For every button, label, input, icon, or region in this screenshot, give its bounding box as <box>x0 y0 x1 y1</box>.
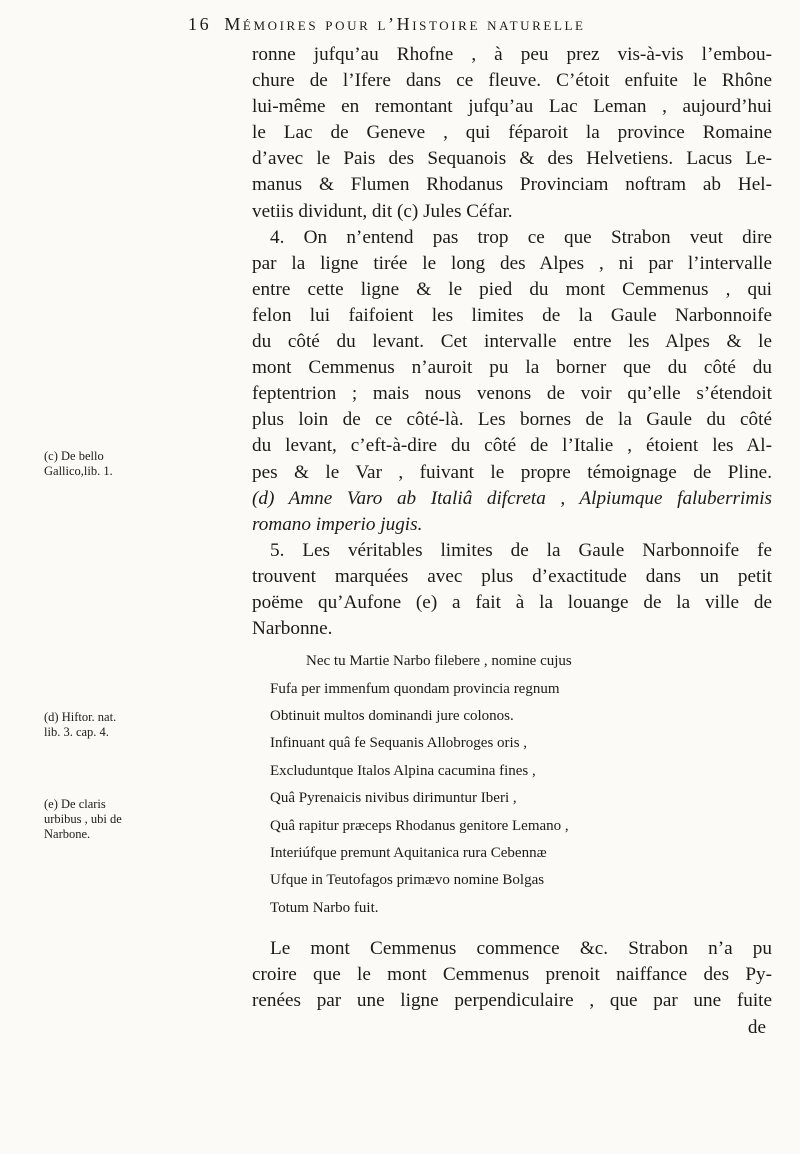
poem-line: Ufque in Teutofagos primævo nomine Bolgas <box>270 872 545 889</box>
text-line: Le mont Cemmenus commence &c. Strabon n’a pu <box>270 938 772 960</box>
text-line: vetiis dividunt, dit (c) Jules Céfar. <box>252 200 513 222</box>
margin-note-line: (c) De bello <box>44 449 104 463</box>
text-line: croire que le mont Cemmenus prenoit naiffance des Py- <box>252 964 772 986</box>
poem-line: Obtinuit multos dominandi jure colonos. <box>270 707 514 724</box>
text-line: manus & Flumen Rhodanus Provinciam noftram ab Hel- <box>252 174 772 196</box>
text-line: du côté du levant. Cet intervalle entre les Alpes & le <box>252 331 772 353</box>
text-line: entre cette ligne & le pied du mont Cemmenus , qui <box>252 278 772 300</box>
text-line: d’avec le Pais des Sequanois & des Helvetiens. Lacus Le- <box>252 148 772 170</box>
poem-line: Totum Narbo fuit. <box>270 899 379 916</box>
poem-line: Infinuant quâ fe Sequanis Allobroges oris , <box>270 735 528 752</box>
running-title: Mémoires pour l’Histoire naturelle <box>224 14 586 34</box>
margin-note-line: urbibus , ubi de <box>44 812 122 826</box>
margin-note-d <box>44 710 122 740</box>
margin-note-e <box>44 797 122 842</box>
main-text <box>252 42 772 1041</box>
poem-line: Nec tu Martie Narbo filebere , nomine cujus <box>306 653 572 670</box>
text-line: feptentrion ; mais nous venons de voir qu’elle s’étendoit <box>252 383 772 405</box>
text-line: pes & le Var , fuivant le propre témoignage de Pline. <box>252 461 772 483</box>
text-line: renées par une ligne perpendiculaire , que par une fuite <box>252 990 772 1012</box>
margin-note-line: lib. 3. cap. 4. <box>44 725 109 739</box>
text-line: felon lui faifoient les limites de la Gaule Narbonnoife <box>252 304 772 326</box>
text-line: chure de l’Ifere dans ce fleuve. C’étoit enfuite le Rhône <box>252 70 772 92</box>
margin-note-c <box>44 449 122 479</box>
margin-note-line: (e) De claris <box>44 797 106 811</box>
text-line: ronne jufqu’au Rhofne , à peu prez vis-à-vis l’embou- <box>252 44 772 65</box>
page-number: 16 <box>188 14 212 34</box>
poem-line: Fufa per immenfum quondam provincia regnum <box>270 680 560 697</box>
margin-note-line: Narbone. <box>44 827 91 841</box>
text-line: plus loin de ce côté-là. Les bornes de la Gaule du côté <box>252 409 772 431</box>
ausonius-poem <box>270 648 772 922</box>
poem-line: Excluduntque Italos Alpina cacumina fines , <box>270 762 536 779</box>
text-line: (d) Amne Varo ab Italiâ difcreta , Alpiumque faluberrimis <box>252 487 772 509</box>
text-line: mont Cemmenus n’auroit pu la borner que du côté du <box>252 357 772 379</box>
margin-note-line: Gallico,lib. 1. <box>44 464 113 478</box>
text-line: poëme qu’Aufone (e) a fait à la louange de la ville de <box>252 591 772 613</box>
running-header <box>188 14 768 35</box>
catchword: de <box>747 1016 766 1038</box>
text-line: lui-même en remontant jufqu’au Lac Leman , aujourd’hui <box>252 96 772 118</box>
text-line: par la ligne tirée le long des Alpes , ni par l’intervalle <box>252 252 772 274</box>
text-line: trouvent marquées avec plus d’exactitude dans un petit <box>252 565 772 587</box>
poem-line: Interiúfque premunt Aquitanica rura Cebennæ <box>270 845 547 861</box>
text-line: du levant, c’eft-à-dire du côté de l’Italie , étoient les Al- <box>252 435 772 457</box>
text-line: le Lac de Geneve , qui féparoit la province Romaine <box>252 122 772 144</box>
text-line: 5. Les véritables limites de la Gaule Narbonnoife fe <box>270 539 772 561</box>
text-line: Narbonne. <box>252 618 333 640</box>
text-line: romano imperio jugis. <box>252 513 423 535</box>
poem-line: Quâ Pyrenaicis nivibus dirimuntur Iberi , <box>270 790 517 807</box>
poem-line: Quâ rapitur præceps Rhodanus genitore Lemano , <box>270 817 569 834</box>
text-line: 4. On n’entend pas trop ce que Strabon veut dire <box>270 226 772 248</box>
margin-note-line: (d) Hiftor. nat. <box>44 710 117 724</box>
